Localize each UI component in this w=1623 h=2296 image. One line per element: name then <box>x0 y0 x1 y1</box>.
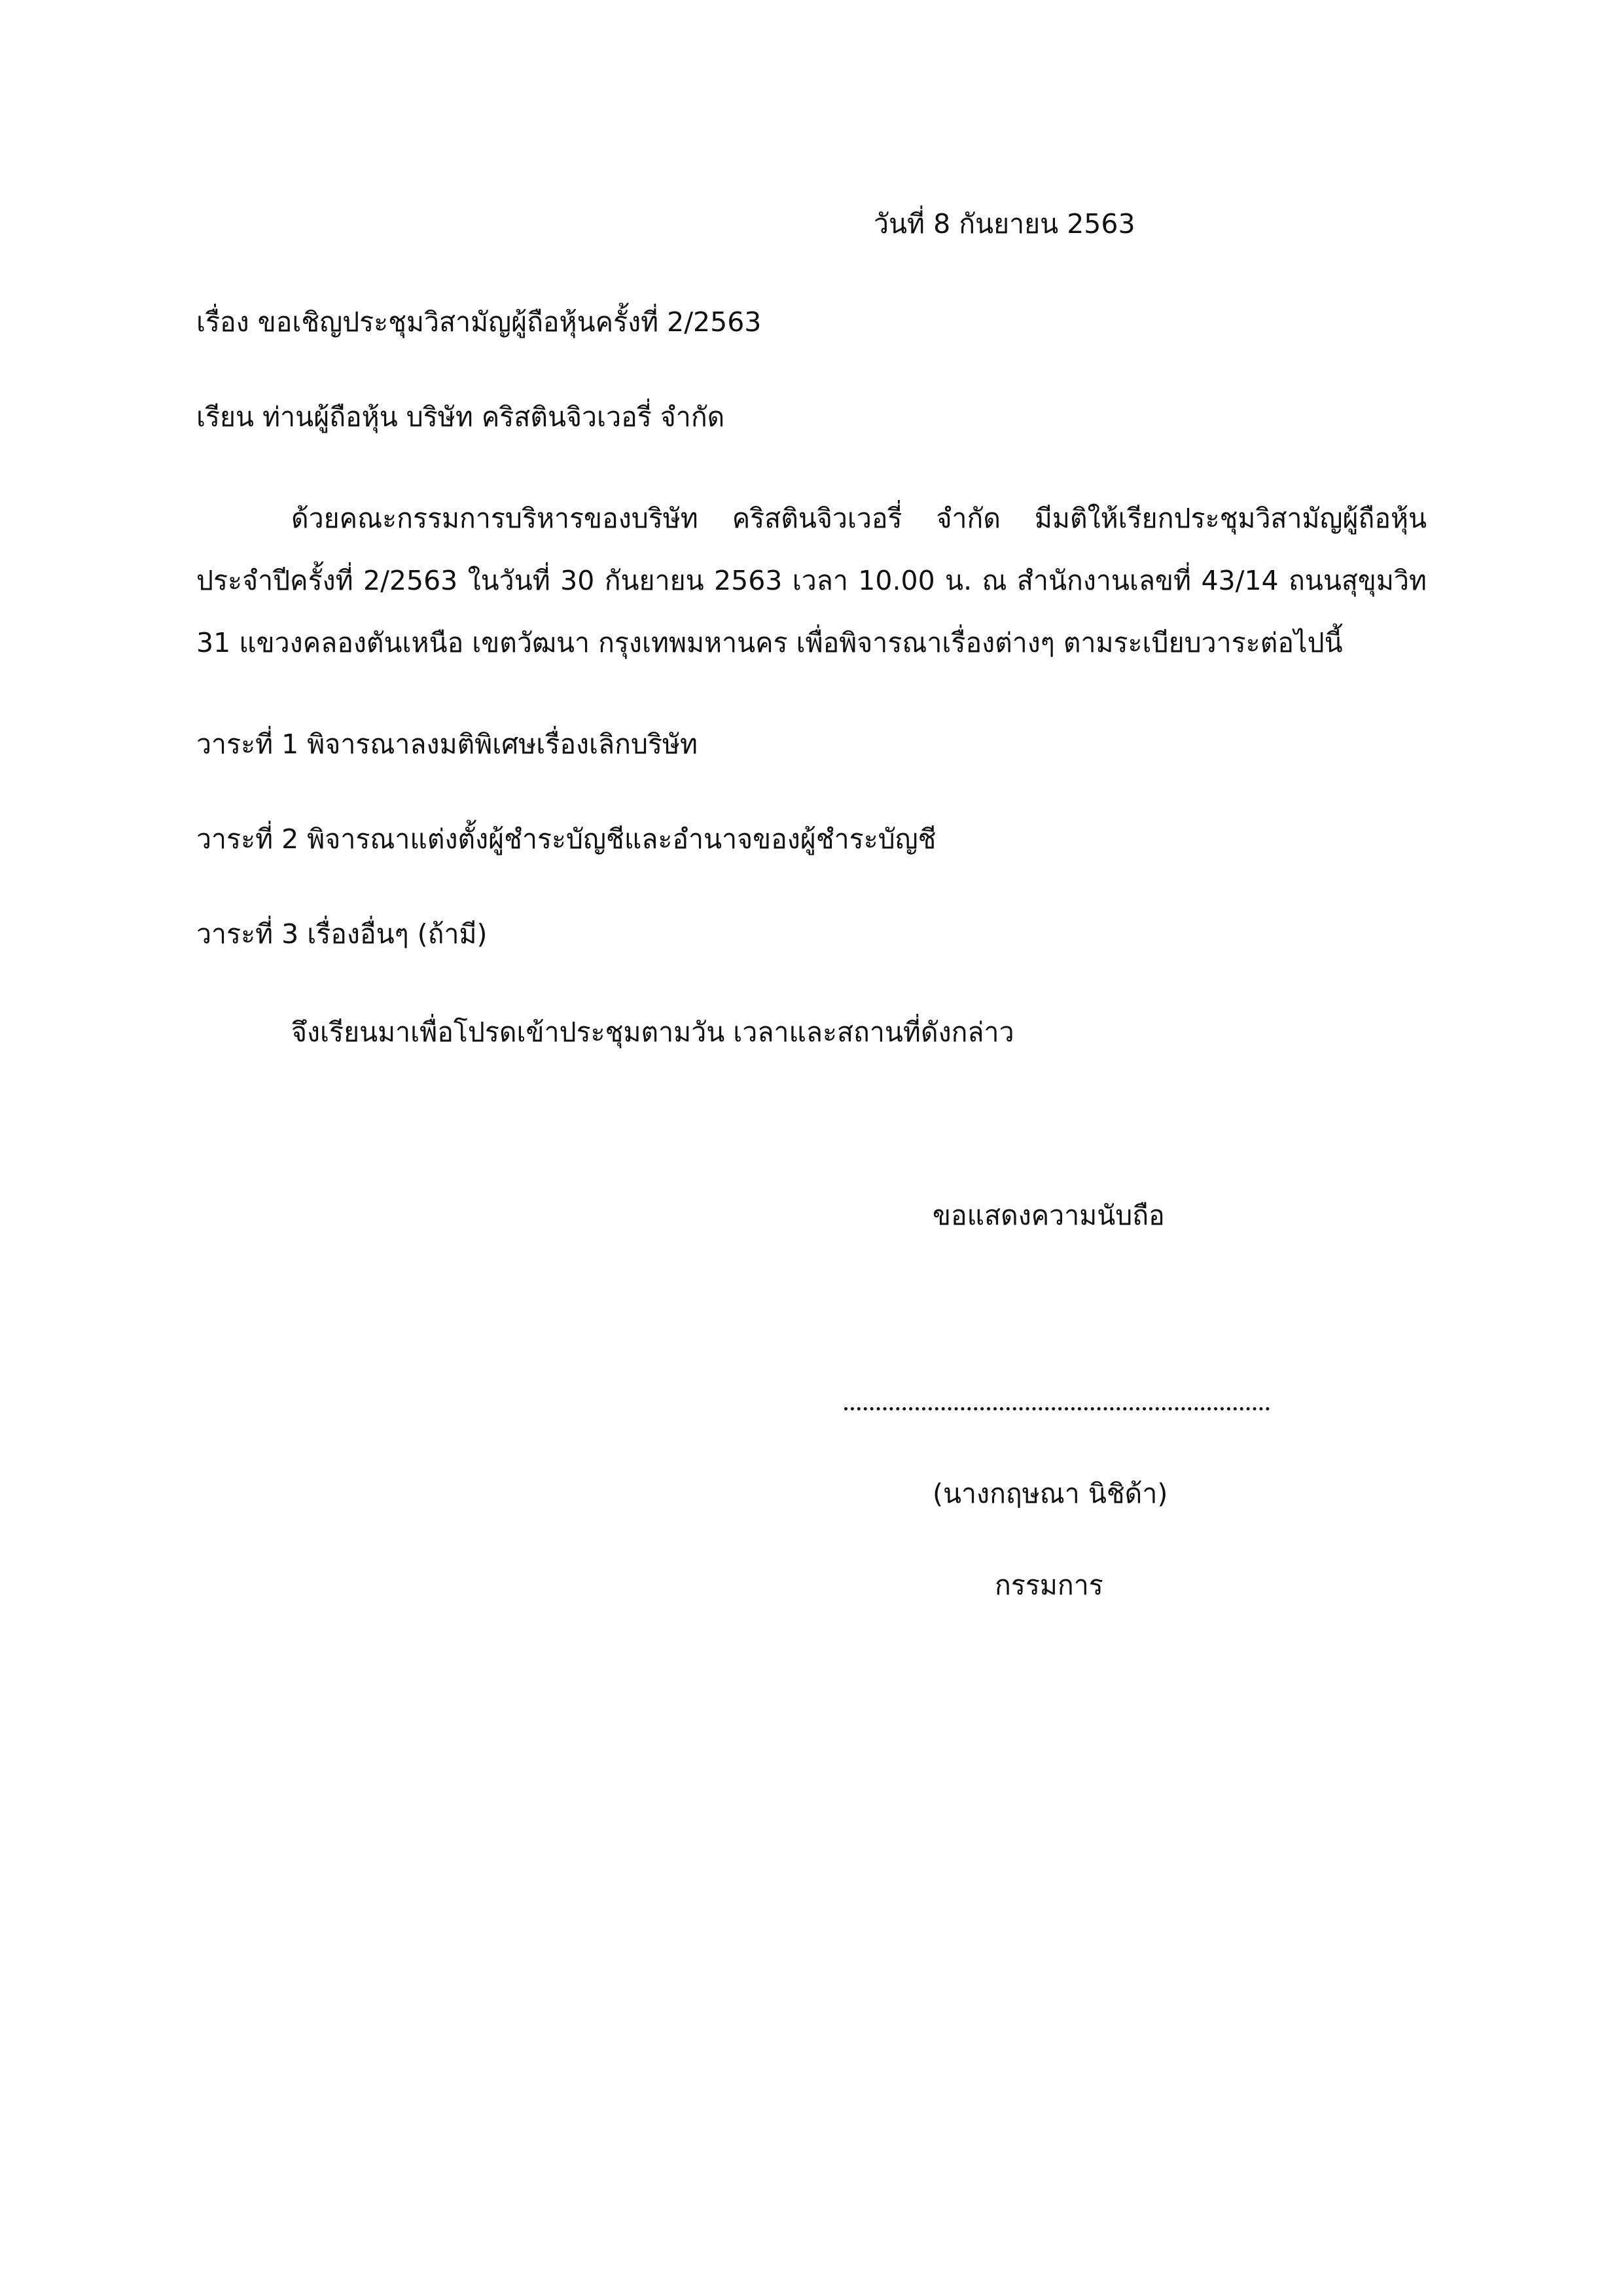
signatory-name: (นางกฤษณา นิชิด้า) <box>933 1478 1168 1509</box>
letter-closing: จึงเรียนมาเพื่อโปรดเข้าประชุมตามวัน เวลาและสถานที่ดังกล่าว <box>291 1016 1014 1048</box>
regards-text: ขอแสดงความนับถือ <box>933 1200 1165 1231</box>
body-line-1: ด้วยคณะกรรมการบริหารของบริษัท คริสตินจิวเวอรี่ จำกัด มีมติให้เรียกประชุมวิสามัญผู้ถือหุ้น <box>291 503 1427 534</box>
agenda-item-3: วาระที่ 3 เรื่องอื่นๆ (ถ้ามี) <box>196 918 488 950</box>
signatory-title: กรรมการ <box>995 1570 1103 1601</box>
agenda-item-1: วาระที่ 1 พิจารณาลงมติพิเศษเรื่องเลิกบริษัท <box>196 728 698 760</box>
body-line-2: ประจำปีครั้งที่ 2/2563 ในวันที่ 30 กันยายน 2563 เวลา 10.00 น. ณ สำนักงานเลขที่ 43/14 ถนนสุขุมวิท <box>196 565 1427 596</box>
body-line-3: 31 แขวงคลองตันเหนือ เขตวัฒนา กรุงเทพมหานคร เพื่อพิจารณาเรื่องต่างๆ ตามระเบียบวาระต่อไปนี้ <box>196 627 1343 658</box>
letter-subject: เรื่อง ขอเชิญประชุมวิสามัญผู้ถือหุ้นครั้งที่ 2/2563 <box>196 306 762 338</box>
signature-line <box>844 1407 1270 1410</box>
letter-salutation: เรียน ท่านผู้ถือหุ้น บริษัท คริสตินจิวเวอรี่ จำกัด <box>196 401 725 433</box>
letter-date: วันที่ 8 กันยายน 2563 <box>874 208 1135 240</box>
agenda-item-2: วาระที่ 2 พิจารณาแต่งตั้งผู้ชำระบัญชีและอำนาจของผู้ชำระบัญชี <box>196 823 936 855</box>
